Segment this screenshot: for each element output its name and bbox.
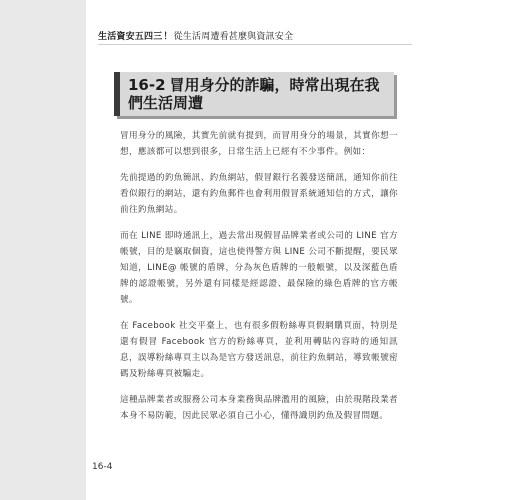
section-heading — [128, 76, 390, 112]
book-title: 生活資安五四三 — [98, 32, 163, 42]
running-header — [98, 29, 293, 42]
section-number: 16-2 — [128, 76, 166, 94]
paragraph: 先前提過的釣魚簡訊、釣魚網站，假冒銀行名義發送簡訊，通知你前往看似銀行的網站，還有釣魚郵件也會利用假冒系統通知信的方式，讓你前往釣魚網站。 — [120, 173, 398, 215]
section-banner — [114, 72, 394, 116]
page-gutter — [0, 0, 86, 500]
section-title: 冒用身分的詐騙，時常出現在我們生活周遭 — [128, 76, 380, 112]
header-rule — [98, 44, 412, 45]
header-separator: ！ — [163, 32, 173, 42]
paragraph: 而在 LINE 即時通訊上，過去常出現假冒品牌業者或公司的 LINE 官方帳號，目的是竊取個資，這也使得警方與 LINE 公司不斷提醒，要民眾知道，LINE@ 帳號的盾牌，分為灰色盾牌的一般帳號，以及深藍色盾牌的認證帳號，另外還有同樣是經認證、最保險的綠色盾牌的官方帳號。 — [120, 231, 398, 305]
paragraph: 這種品牌業者或服務公司本身業務與品牌濫用的風險，由於現階段業者本身不易防範，因此民眾必須自己小心，懂得識別釣魚及假冒問題。 — [120, 395, 398, 421]
body-text — [120, 128, 398, 434]
paragraph: 冒用身分的風險，其實先前就有提到，而冒用身分的場景，其實你想一想，應該都可以想到很多，日常生活上已經有不少事件。例如： — [120, 131, 398, 157]
section-banner-bar — [114, 72, 120, 116]
chapter-title: 從生活周遭看甚麼與資訊安全 — [173, 32, 294, 42]
page-number: 16-4 — [92, 462, 113, 472]
paragraph: 在 Facebook 社交平臺上，也有很多假粉絲專頁假網購頁面，特別是還有假冒 Facebook 官方的粉絲專頁，並利用轉貼內容時的通知訊息，誤導粉絲專頁主以為是官方發送訊息，前往釣魚網站，導致帳號密碼及粉絲專頁被騙走。 — [120, 321, 398, 379]
